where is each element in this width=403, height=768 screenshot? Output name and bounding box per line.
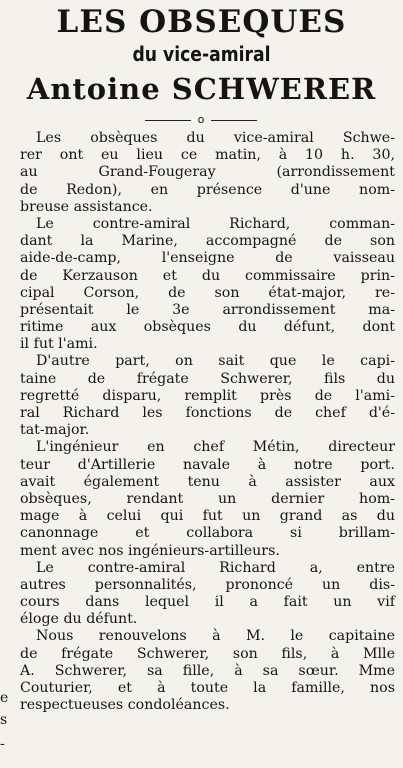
- article-line: taine de frégate Schwerer, fils du: [20, 370, 395, 387]
- article-line: respectueuses condoléances.: [20, 697, 230, 714]
- article-line: canonnage et collabora si brillam-: [20, 525, 395, 542]
- gutter-fragment: e: [0, 690, 9, 706]
- article-line: Nous renouvelons à M. le capitaine: [36, 628, 395, 645]
- article-line: L'ingénieur en chef Métin, directeur: [36, 439, 395, 456]
- article-line: Le contre-amiral Richard, comman-: [36, 215, 395, 232]
- article-line: autres personnalités, prononcé un dis-: [20, 576, 395, 593]
- article-line: D'autre part, on sait que le capi-: [36, 353, 395, 370]
- article-line: obsèques, rendant un dernier hom-: [20, 490, 395, 507]
- headline-separator: [145, 113, 257, 127]
- article-line: rer ont eu lieu ce matin, à 10 h. 30,: [20, 147, 395, 164]
- headline-subtitle: du vice-amiral: [132, 42, 271, 66]
- separator-rule-left: [145, 120, 191, 121]
- article-line: regretté disparu, remplit près de l'ami-: [20, 387, 395, 404]
- article-line: ral Richard les fonctions de chef d'é-: [20, 405, 395, 421]
- separator-rule-right: [211, 120, 257, 121]
- article-line: éloge du défunt.: [20, 611, 138, 628]
- article-line: cipal Corson, de son état-major, re-: [20, 284, 395, 301]
- article-line: de Kerzauson et du commissaire prin-: [20, 267, 395, 284]
- article-line: Couturier, et à toute la famille, nos: [20, 680, 395, 696]
- article-line: au Grand-Fougeray (arrondissement: [20, 164, 395, 181]
- article-line: de frégate Schwerer, son fils, à Mlle: [20, 645, 395, 662]
- article-line: il fut l'ami.: [20, 336, 98, 353]
- article-line: Les obsèques du vice-amiral Schwe-: [36, 130, 395, 146]
- article-line: dant la Marine, accompagné de son: [20, 233, 395, 250]
- gutter-fragment: -: [0, 736, 5, 752]
- article-line: tat-major.: [20, 422, 90, 439]
- article-body: [20, 130, 395, 714]
- article-line: ritime aux obsèques du défunt, dont: [20, 319, 395, 336]
- article-line: teur d'Artillerie navale à notre port.: [20, 456, 395, 473]
- article-line: breuse assistance.: [20, 198, 153, 215]
- gutter-fragment: s: [0, 712, 8, 728]
- article-line: cours dans lequel il a fait un vif: [20, 594, 395, 611]
- headline-title: LES OBSEQUES: [56, 4, 347, 40]
- article-line: de Redon), en présence d'une nom-: [20, 181, 395, 198]
- article-line: présentait le 3e arrondissement ma-: [20, 301, 395, 318]
- article-line: aide-de-camp, l'enseigne de vaisseau: [20, 250, 395, 267]
- article-line: ment avec nos ingénieurs-artilleurs.: [20, 542, 280, 559]
- separator-mark: o: [197, 113, 205, 126]
- article-line: avait également tenu à assister aux: [20, 473, 395, 490]
- article-line: A. Schwerer, sa fille, à sa sœur. Mme: [20, 662, 395, 679]
- article-line: Le contre-amiral Richard a, entre: [36, 559, 395, 576]
- adjacent-column-fragments: [0, 0, 14, 768]
- headline-name: Antoine SCHWERER: [26, 72, 377, 106]
- article-line: mage à celui qui fut un grand as du: [20, 508, 395, 525]
